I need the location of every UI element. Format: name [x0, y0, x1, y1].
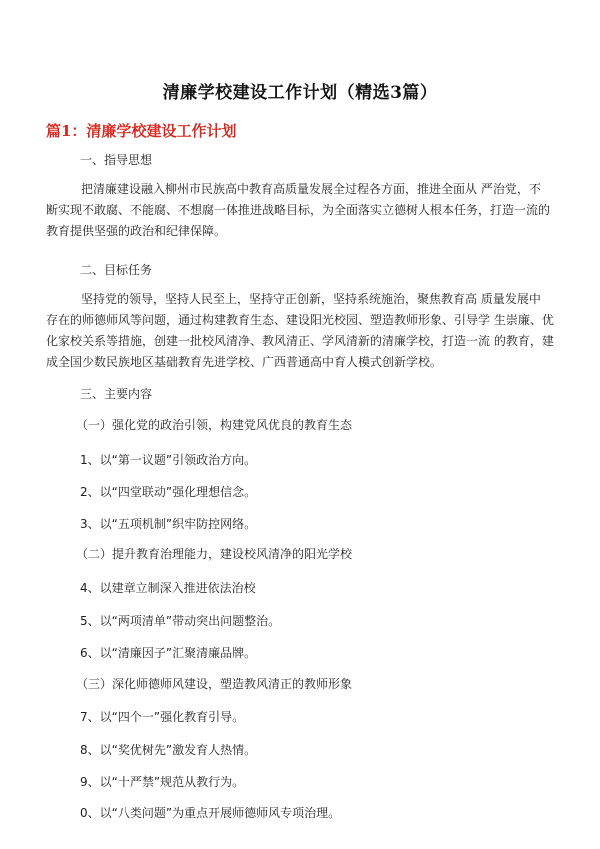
section-heading: 三、主要内容 — [80, 387, 153, 401]
paragraph-line: 教育提供坚强的政治和纪律保障。 — [46, 224, 227, 238]
subsection-title: （一）强化党的政治引领，构建党风优良的教育生态 — [76, 418, 353, 432]
article-title: 篇1：清廉学校建设工作计划 — [46, 122, 237, 140]
paragraph-line: 存在的师德师风等问题，通过构建教育生态、建设阳光校园、塑造教师形象、引导学 生崇廉、优 — [46, 313, 554, 327]
document-title: 清廉学校建设工作计划（精选3篇） — [162, 83, 438, 103]
paragraph-line: 坚持党的领导，坚持人民至上，坚持守正创新，坚持系统施治，聚焦教育高 质量发展中 — [81, 292, 541, 306]
list-item: 3、以“五项机制”织牢防控网络。 — [80, 517, 257, 531]
list-item: 8、以“奖优树先”激发育人热情。 — [80, 743, 257, 757]
section-heading: 一、指导思想 — [80, 153, 153, 167]
section-heading: 二、目标任务 — [80, 263, 153, 277]
paragraph-line: 化家校关系等措施，创建一批校风清净、教风清正、学风清新的清廉学校，打造一流 的教育，建 — [46, 334, 554, 348]
paragraph-line: 成全国少数民族地区基础教育先进学校、广西普通高中育人模式创新学校。 — [46, 355, 443, 369]
paragraph — [46, 289, 558, 373]
subsection-title: （二）提升教育治理能力，建设校风清净的阳光学校 — [76, 547, 353, 561]
list-item: 0、以“八类问题”为重点开展师德师风专项治理。 — [80, 806, 341, 820]
list-item: 2、以“四堂联动”强化理想信念。 — [80, 485, 257, 499]
paragraph-line: 把清廉建设融入柳州市民族高中教育高质量发展全过程各方面，推进全面从 严治党，不 — [81, 182, 541, 196]
list-item: 6、以“清廉因子”汇聚清廉品牌。 — [80, 646, 257, 660]
paragraph-line: 断实现不敢腐、不能腐、不想腐一体推进战略目标，为全面落实立德树人根本任务，打造一流的 — [46, 203, 551, 217]
paragraph — [46, 179, 558, 242]
list-item: 7、以“四个一”强化教育引导。 — [80, 710, 245, 724]
list-item: 9、以“十严禁”规范从教行为。 — [80, 775, 245, 789]
list-item: 5、以“两项清单”带动突出问题整治。 — [80, 614, 281, 628]
subsection-title: （三）深化师德师风建设，塑造教风清正的教师形象 — [76, 677, 353, 691]
list-item: 4、以建章立制深入推进依法治校 — [80, 581, 256, 595]
list-item: 1、以“第一议题”引领政治方向。 — [80, 453, 257, 467]
